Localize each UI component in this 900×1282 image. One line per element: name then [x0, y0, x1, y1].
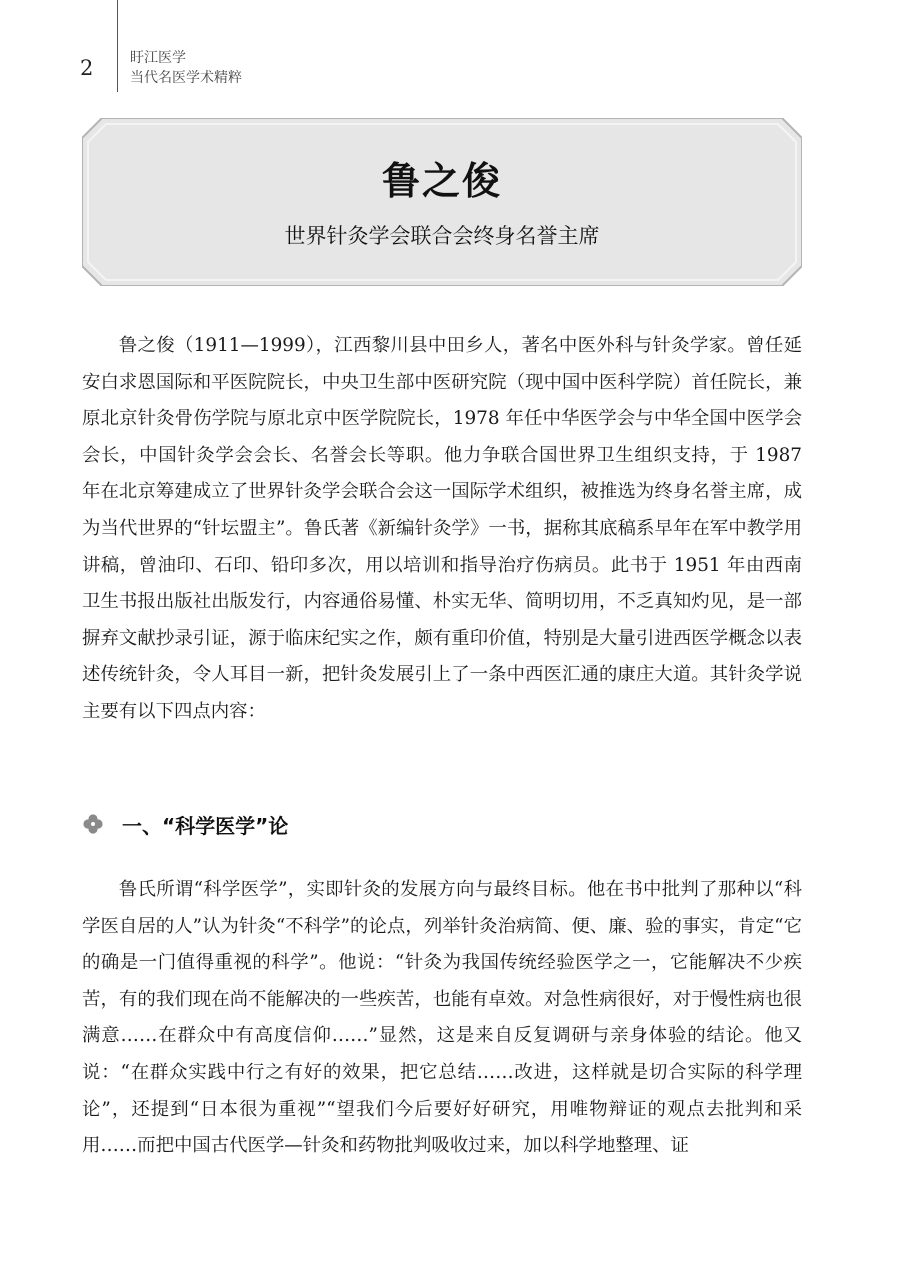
section-title: 一、“科学医学”论	[122, 813, 289, 838]
section-heading	[82, 804, 288, 844]
page-number: 2	[80, 56, 94, 80]
person-title: 世界针灸学会联合会终身名誉主席	[284, 224, 600, 248]
title-banner	[82, 118, 802, 286]
running-header	[130, 48, 242, 88]
section-paragraph-block	[82, 872, 802, 1165]
series-title-line1: 盱江医学	[130, 50, 186, 66]
intro-paragraph-block	[82, 328, 802, 731]
section-paragraph: 鲁氏所谓“科学医学”，实即针灸的发展方向与最终目标。他在书中批判了那种以“科学医自居的人”认为针灸“不科学”的论点，列举针灸治病简、便、廉、验的事实，肯定“它的确是一门值得重视的科学”。他说：“针灸为我国传统经验医学之一，它能解决不少疾苦，有的我们现在尚不能解决的一些疾苦，也能有卓效。对急性病很好，对于慢性病也很满意……在群众中有高度信仰……”显然，这是来自反复调研与亲身体验的结论。他又说：“在群众实践中行之有好的效果，把它总结……改进，这样就是切合实际的科学理论”，还提到“日本很为重视”“望我们今后要好好研究，用唯物辩证的观点去批判和采用……而把中国古代医学—针灸和药物批判吸收过来，加以科学地整理、证	[82, 879, 802, 1157]
person-name: 鲁之俊	[381, 159, 502, 203]
header-divider	[117, 0, 118, 92]
series-title-line2: 当代名医学术精粹	[130, 70, 242, 86]
intro-paragraph: 鲁之俊（1911—1999），江西黎川县中田乡人，著名中医外科与针灸学家。曾任延安白求恩国际和平医院院长，中央卫生部中医研究院（现中国中医科学院）首任院长，兼原北京针灸骨伤学院与原北京中医学院院长，1978 年任中华医学会与中华全国中医学会会长，中国针灸学会会长、名誉会长等职。他力争联合国世界卫生组织支持，于 1987 年在北京筹建成立了世界针灸学会联合会这一国际学术组织，被推选为终身名誉主席，成为当代世界的“针坛盟主”。鲁氏著《新编针灸学》一书，据称其底稿系早年在军中教学用讲稿，曾油印、石印、铅印多次，用以培训和指导治疗伤病员。此书于 1951 年由西南卫生书报出版社出版发行，内容通俗易懂、朴实无华、简明切用，不乏真知灼见，是一部摒弃文献抄录引证，源于临床纪实之作，颇有重印价值，特别是大量引进西医学概念以表述传统针灸，令人耳目一新，把针灸发展引上了一条中西医汇通的康庄大道。其针灸学说主要有以下四点内容：	[82, 335, 802, 722]
clover-icon	[82, 813, 104, 835]
